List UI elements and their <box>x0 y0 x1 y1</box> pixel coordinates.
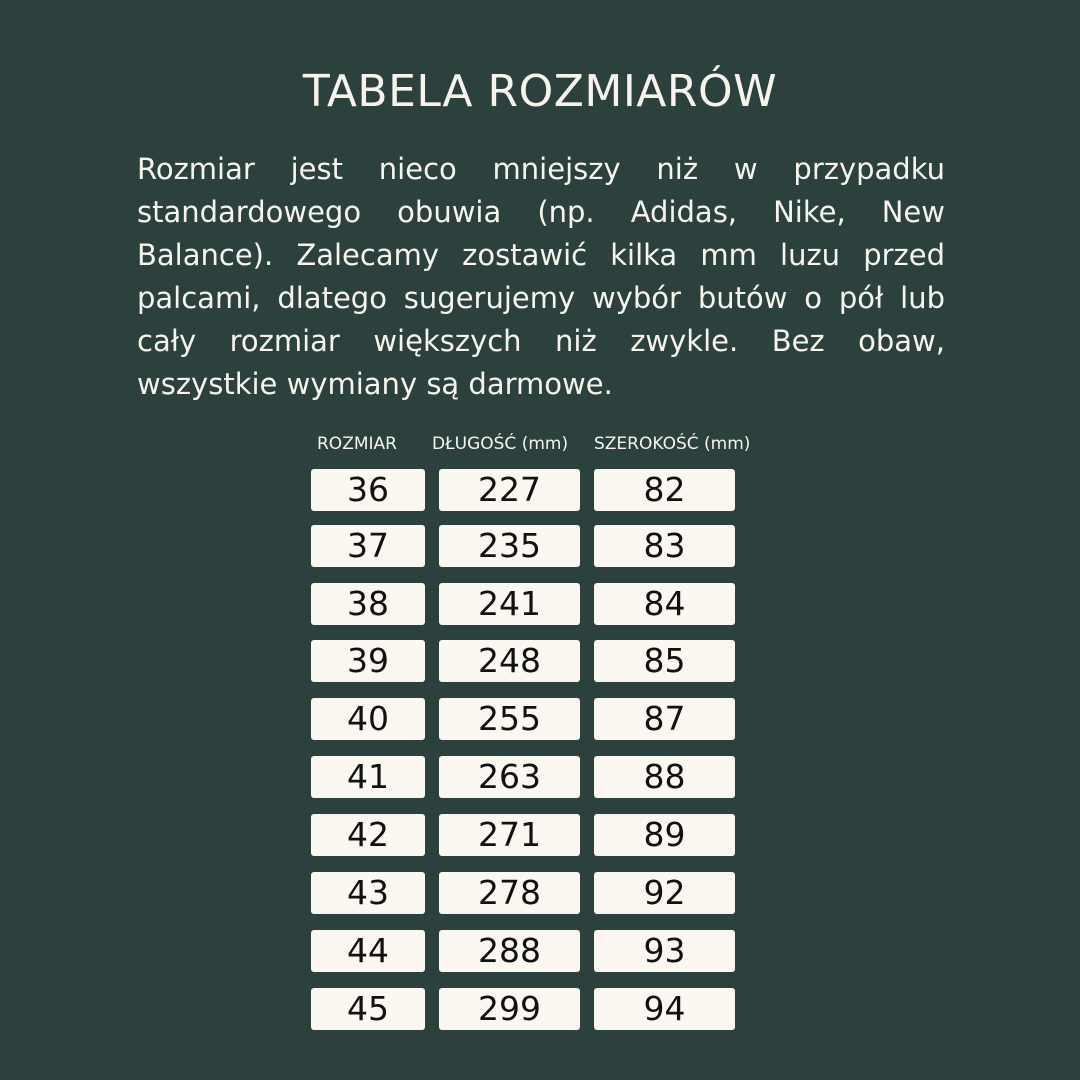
length-cell: 299 <box>439 988 580 1030</box>
length-cell: 271 <box>439 814 580 856</box>
width-cell: 87 <box>594 698 735 740</box>
length-cell: 278 <box>439 872 580 914</box>
size-cell: 41 <box>311 756 425 798</box>
size-cell: 36 <box>311 469 425 511</box>
size-cell: 43 <box>311 872 425 914</box>
length-cell: 248 <box>439 640 580 682</box>
size-description: Rozmiar jest nieco mniejszy niż w przypadku standardowego obuwia (np. Adidas, Nike, New Balance). Zalecamy zostawić kilka mm luzu przed palcami, dlatego sugerujemy wybór butów o pół lub cały rozmiar większych niż zwykle. Bez obaw, wszystkie wymiany są darmowe. <box>137 152 945 401</box>
width-cell: 92 <box>594 872 735 914</box>
length-cell: 241 <box>439 583 580 625</box>
size-cell: 38 <box>311 583 425 625</box>
width-cell: 88 <box>594 756 735 798</box>
size-cell: 42 <box>311 814 425 856</box>
width-cell: 89 <box>594 814 735 856</box>
size-cell: 40 <box>311 698 425 740</box>
width-cell: 84 <box>594 583 735 625</box>
width-cell: 83 <box>594 525 735 567</box>
size-cell: 37 <box>311 525 425 567</box>
width-cell: 93 <box>594 930 735 972</box>
width-cell: 85 <box>594 640 735 682</box>
length-cell: 235 <box>439 525 580 567</box>
length-cell: 227 <box>439 469 580 511</box>
size-cell: 39 <box>311 640 425 682</box>
header-length: DŁUGOŚĆ (mm) <box>432 434 569 454</box>
page-title: TABELA ROZMIARÓW <box>302 66 778 117</box>
size-cell: 45 <box>311 988 425 1030</box>
width-cell: 82 <box>594 469 735 511</box>
length-cell: 288 <box>439 930 580 972</box>
length-cell: 263 <box>439 756 580 798</box>
header-width: SZEROKOŚĆ (mm) <box>594 434 751 454</box>
header-size: ROZMIAR <box>317 434 397 454</box>
width-cell: 94 <box>594 988 735 1030</box>
length-cell: 255 <box>439 698 580 740</box>
size-cell: 44 <box>311 930 425 972</box>
